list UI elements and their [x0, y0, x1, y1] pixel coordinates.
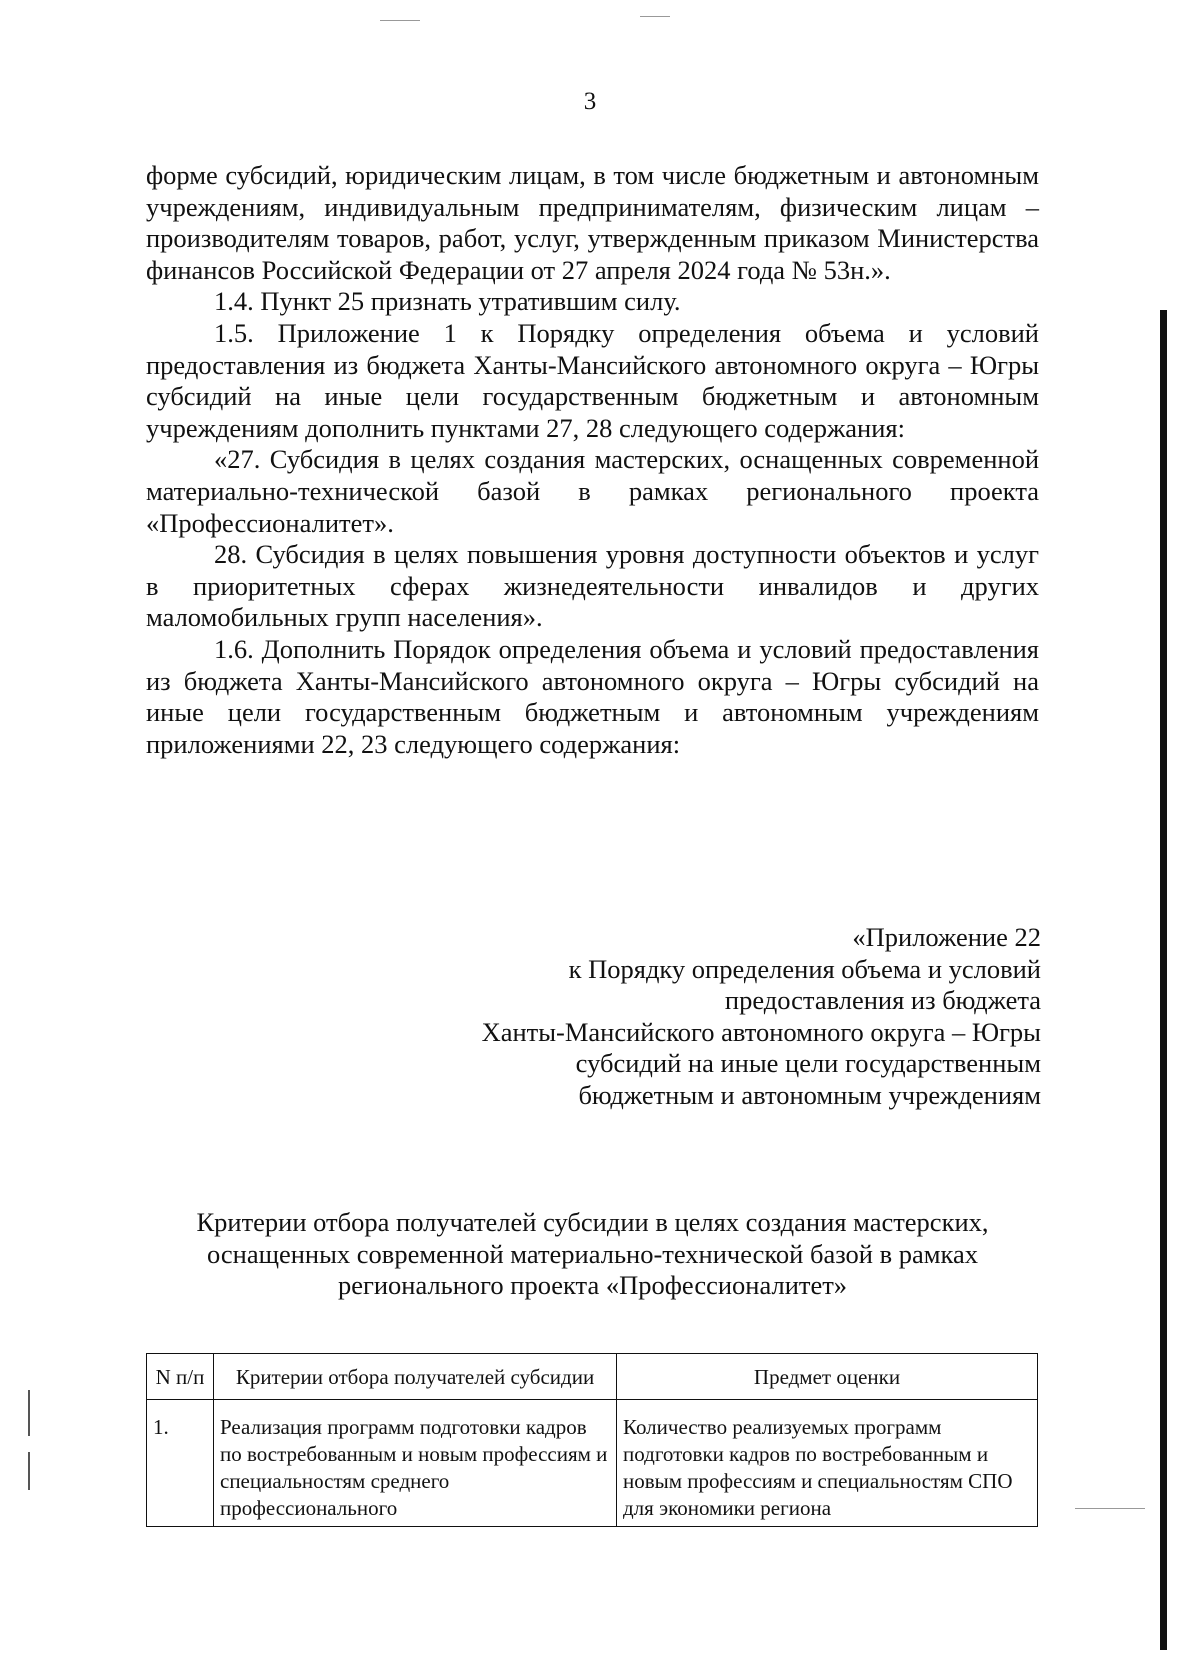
scan-edge-bar: [1160, 310, 1167, 1650]
appendix-line: бюджетным и автономным учреждениям: [578, 1079, 1041, 1110]
header-number: N п/п: [147, 1354, 214, 1400]
table-row: [147, 1400, 1038, 1527]
scan-speck: [1075, 1508, 1145, 1509]
scan-margin-mark: [28, 1390, 30, 1436]
paragraph-continuation: форме субсидий, юридическим лицам, в том числе бюджетным и автономным учреждениям, индивидуальным предпринимателям, физическим лицам – производителям товаров, работ, услуг, утвержденным приказом Министерства финансов Российской Федерации от 27 апреля 2024 года № 53н.».: [146, 160, 1039, 285]
criteria-title-line: Критерии отбора получателей субсидии в целях создания мастерских,: [196, 1207, 989, 1237]
header-subject: Предмет оценки: [617, 1354, 1038, 1400]
appendix-line: предоставления из бюджета: [724, 985, 1041, 1016]
appendix-line: Ханты-Мансийского автономного округа – Югры: [481, 1016, 1041, 1047]
appendix-line: субсидий на иные цели государственным: [575, 1048, 1041, 1079]
appendix-line: к Порядку определения объема и условий: [568, 953, 1041, 984]
header-criterion: Критерии отбора получателей субсидии: [214, 1354, 617, 1400]
criteria-table: [146, 1353, 1038, 1527]
cell-number: 1.: [147, 1400, 214, 1527]
cell-subject: Количество реализуемых программ подготовки кадров по востребованным и новым профессиям и специальностям СПО для экономики региона: [617, 1400, 1038, 1527]
table-header-row: [147, 1354, 1038, 1400]
criteria-title-line: регионального проекта «Профессионалитет»: [337, 1270, 848, 1301]
scan-speck: [640, 16, 670, 17]
appendix-line: «Приложение 22: [852, 922, 1041, 952]
paragraph-item-27: «27. Субсидия в целях создания мастерских, оснащенных современной материально-технической базой в рамках регионального проекта «Профессионалитет».: [146, 444, 1039, 538]
appendix-header: [421, 922, 1041, 1112]
page-number: 3: [583, 88, 597, 115]
scan-speck: [380, 20, 420, 21]
paragraph-1-5: 1.5. Приложение 1 к Порядку определения объема и условий предоставления из бюджета Ханты-Мансийского автономного округа – Югры субсидий на иные цели государственным бюджетным и автономным учреждениям дополнить пунктами 27, 28 следующего содержания:: [146, 317, 1039, 443]
criteria-title-line: оснащенных современной материально-технической базой в рамках: [206, 1238, 979, 1269]
criteria-title: [146, 1207, 1039, 1302]
scan-margin-mark: [28, 1452, 30, 1490]
paragraph-1-6: 1.6. Дополнить Порядок определения объема и условий предоставления из бюджета Ханты-Мансийского автономного округа – Югры субсидий на иные цели государственным бюджетным и автономным учреждениям приложениями 22, 23 следующего содержания:: [146, 633, 1039, 759]
paragraph-1-4: 1.4. Пункт 25 признать утратившим силу.: [214, 286, 681, 317]
document-body: [146, 160, 1039, 760]
paragraph-item-28: 28. Субсидия в целях повышения уровня доступности объектов и услуг в приоритетных сферах жизнедеятельности инвалидов и других маломобильных групп населения».: [146, 539, 1039, 633]
cell-criterion: Реализация программ подготовки кадров по востребованным и новым профессиям и специальностям среднего профессионального: [214, 1400, 617, 1527]
